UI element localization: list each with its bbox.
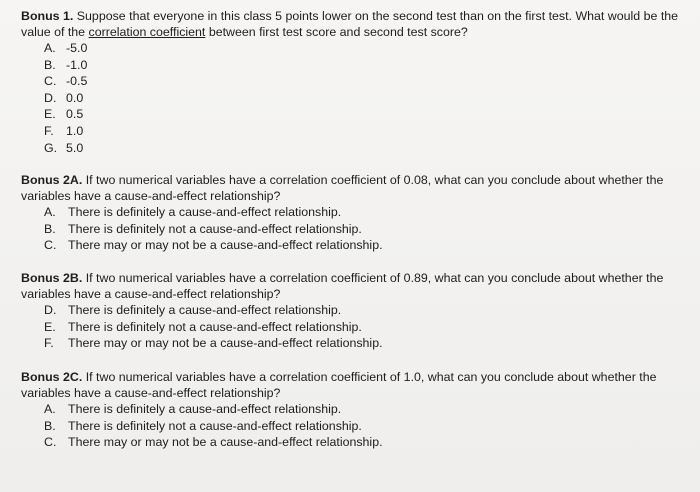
choice-text: There may or may not be a cause-and-effect relationship. <box>68 238 383 253</box>
choice-letter: A. <box>44 41 56 55</box>
question-line-2: variables have a cause-and-effect relationship? <box>21 287 281 301</box>
question-text: If two numerical variables have a correlation coefficient of 0.89, what can you conclude about whether the <box>82 271 664 285</box>
question-line-1 <box>21 369 693 385</box>
choice-text: 5.0 <box>66 140 84 155</box>
answer-choices <box>44 401 693 451</box>
choice-text: -5.0 <box>66 41 88 55</box>
answer-choice[interactable] <box>44 204 693 221</box>
answer-choices <box>44 40 693 156</box>
choice-text: There is definitely a cause-and-effect relationship. <box>68 402 342 416</box>
choice-text: -0.5 <box>66 74 88 89</box>
answer-choice[interactable] <box>44 40 693 57</box>
answer-choice[interactable] <box>44 401 693 418</box>
bonus-2b-question <box>21 270 693 352</box>
choice-text: There is definitely not a cause-and-effect relationship. <box>68 418 362 433</box>
choice-letter: E. <box>44 107 56 122</box>
answer-choice[interactable] <box>44 319 693 336</box>
choice-letter: B. <box>44 57 56 72</box>
question-line-1 <box>21 172 693 188</box>
choice-text: There is definitely not a cause-and-effect relationship. <box>68 319 362 334</box>
choice-letter: C. <box>44 435 57 450</box>
choice-letter: C. <box>44 238 57 253</box>
question-line-2: variables have a cause-and-effect relationship? <box>21 189 281 203</box>
choice-text: 0.5 <box>66 107 84 122</box>
choice-text: -1.0 <box>66 57 88 72</box>
question-line-1 <box>21 270 693 286</box>
question-label: Bonus 2A. <box>21 173 83 187</box>
question-label: Bonus 2C. <box>21 370 83 384</box>
answer-choice[interactable] <box>44 434 693 451</box>
bonus-2a-question <box>21 172 693 254</box>
answer-choices <box>44 204 693 254</box>
answer-choice[interactable] <box>44 221 693 238</box>
question-line-2: variables have a cause-and-effect relationship? <box>21 386 281 400</box>
choice-letter: D. <box>44 303 57 317</box>
answer-choice[interactable] <box>44 57 693 74</box>
answer-choice[interactable] <box>44 302 693 319</box>
choice-letter: A. <box>44 402 56 416</box>
choice-text: There is definitely a cause-and-effect relationship. <box>68 205 342 219</box>
question-label: Bonus 2B. <box>21 271 83 285</box>
choice-text: 1.0 <box>66 123 84 138</box>
question-text: If two numerical variables have a correlation coefficient of 0.08, what can you conclude about whether the <box>82 173 664 187</box>
answer-choice[interactable] <box>44 418 693 435</box>
question-line-1 <box>21 8 693 24</box>
choice-text: 0.0 <box>66 90 84 105</box>
answer-choice[interactable] <box>44 123 693 140</box>
choice-letter: C. <box>44 74 57 89</box>
choice-letter: D. <box>44 90 57 105</box>
question-text: If two numerical variables have a correlation coefficient of 1.0, what can you conclude about whether the <box>82 370 657 384</box>
question-label: Bonus 1. <box>21 9 74 23</box>
answer-choice[interactable] <box>44 335 693 352</box>
choice-letter: A. <box>44 205 56 219</box>
bonus-2c-question <box>21 369 693 451</box>
choice-text: There may or may not be a cause-and-effect relationship. <box>68 336 383 351</box>
choice-letter: B. <box>44 221 56 236</box>
question-text: Suppose that everyone in this class 5 points lower on the second test than on the first test. What would be the <box>73 9 679 23</box>
choice-text: There is definitely a cause-and-effect relationship. <box>68 303 342 317</box>
choice-text: There may or may not be a cause-and-effect relationship. <box>68 435 383 450</box>
answer-choice[interactable] <box>44 237 693 254</box>
choice-letter: F. <box>44 336 54 351</box>
question-line-2 <box>21 24 693 40</box>
question-text: value of the <box>21 25 89 39</box>
choice-letter: E. <box>44 319 56 334</box>
choice-letter: F. <box>44 123 54 138</box>
underlined-term: correlation coefficient <box>88 25 206 39</box>
answer-choice[interactable] <box>44 140 693 157</box>
answer-choices <box>44 302 693 352</box>
choice-letter: G. <box>44 140 58 155</box>
answer-choice[interactable] <box>44 106 693 123</box>
answer-choice[interactable] <box>44 73 693 90</box>
choice-letter: B. <box>44 418 56 433</box>
bonus-1-question <box>21 8 693 156</box>
question-text: between first test score and second test score? <box>205 25 468 39</box>
answer-choice[interactable] <box>44 90 693 107</box>
choice-text: There is definitely not a cause-and-effect relationship. <box>68 221 362 236</box>
